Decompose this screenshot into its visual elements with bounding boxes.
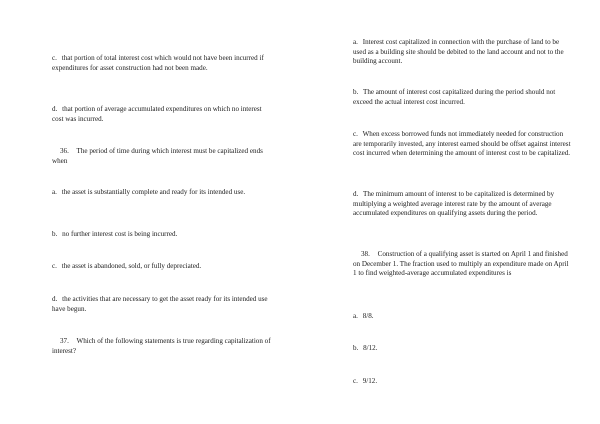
question-text: Which of the following statements is true regarding capitalization of interest? bbox=[52, 337, 271, 355]
option-label: c. bbox=[353, 130, 358, 138]
option-c-q36 bbox=[52, 262, 274, 272]
option-d-q37 bbox=[353, 190, 571, 219]
option-text: 8/12. bbox=[363, 344, 378, 352]
question-number: 36. bbox=[60, 147, 69, 155]
option-d-q36 bbox=[52, 295, 274, 314]
option-label: b. bbox=[52, 230, 58, 238]
question-37 bbox=[52, 337, 274, 356]
option-label: d. bbox=[52, 295, 58, 303]
option-c-q35 bbox=[52, 54, 274, 73]
question-36 bbox=[52, 147, 274, 166]
option-b-q38 bbox=[353, 344, 571, 354]
question-text: Construction of a qualifying asset is started on April 1 and finished on December 1. The fraction used to multiply an expenditure made on April 1 to find weighted-average accumulated expenditures is bbox=[353, 250, 569, 278]
question-38 bbox=[353, 250, 571, 279]
option-label: b. bbox=[353, 88, 359, 96]
option-a-q37 bbox=[353, 38, 571, 67]
option-label: a. bbox=[353, 312, 358, 320]
option-label: d. bbox=[52, 105, 58, 113]
question-number: 38. bbox=[361, 250, 370, 258]
option-a-q36 bbox=[52, 188, 274, 198]
option-text: When excess borrowed funds not immediately needed for construction are temporarily invested, any interest earned should be offset against interest cost incurred when determining the amount of interest cost to be capitalized. bbox=[353, 130, 571, 158]
option-b-q37 bbox=[353, 88, 571, 107]
option-label: d. bbox=[353, 190, 359, 198]
option-a-q38 bbox=[353, 312, 571, 322]
option-label: c. bbox=[52, 262, 57, 270]
option-text: the asset is abandoned, sold, or fully depreciated. bbox=[61, 262, 202, 270]
option-label: c. bbox=[52, 54, 57, 62]
option-text: 8/8. bbox=[362, 312, 374, 320]
option-c-q38 bbox=[353, 377, 571, 387]
question-number: 37. bbox=[60, 337, 69, 345]
option-text: 9/12. bbox=[362, 377, 378, 385]
option-b-q36 bbox=[52, 230, 274, 240]
option-text: the asset is substantially complete and ready for its intended use. bbox=[61, 188, 246, 196]
option-text: that portion of average accumulated expenditures on which no interest cost was incurred. bbox=[52, 105, 262, 123]
option-label: b. bbox=[353, 344, 359, 352]
option-d-q35 bbox=[52, 105, 274, 124]
option-c-q37 bbox=[353, 130, 571, 159]
option-label: a. bbox=[52, 188, 57, 196]
option-text: no further interest cost is being incurred. bbox=[62, 230, 178, 238]
option-text: The minimum amount of interest to be capitalized is determined by multiplying a weighted average interest rate by the amount of average accumulated expenditures on qualifying assets during the period. bbox=[353, 190, 555, 218]
question-text: The period of time during which interest must be capitalized ends when bbox=[52, 147, 263, 165]
option-label: c. bbox=[353, 377, 358, 385]
option-text: the activities that are necessary to get the asset ready for its intended use have begun. bbox=[52, 295, 268, 313]
option-text: Interest cost capitalized in connection with the purchase of land to be used as a building site should be debited to the land account and not to the building account. bbox=[353, 38, 564, 66]
option-text: that portion of total interest cost which would not have been incurred if expenditures for asset construction had not been made. bbox=[52, 54, 264, 72]
option-label: a. bbox=[353, 38, 358, 46]
option-text: The amount of interest cost capitalized during the period should not exceed the actual interest cost incurred. bbox=[353, 88, 556, 106]
